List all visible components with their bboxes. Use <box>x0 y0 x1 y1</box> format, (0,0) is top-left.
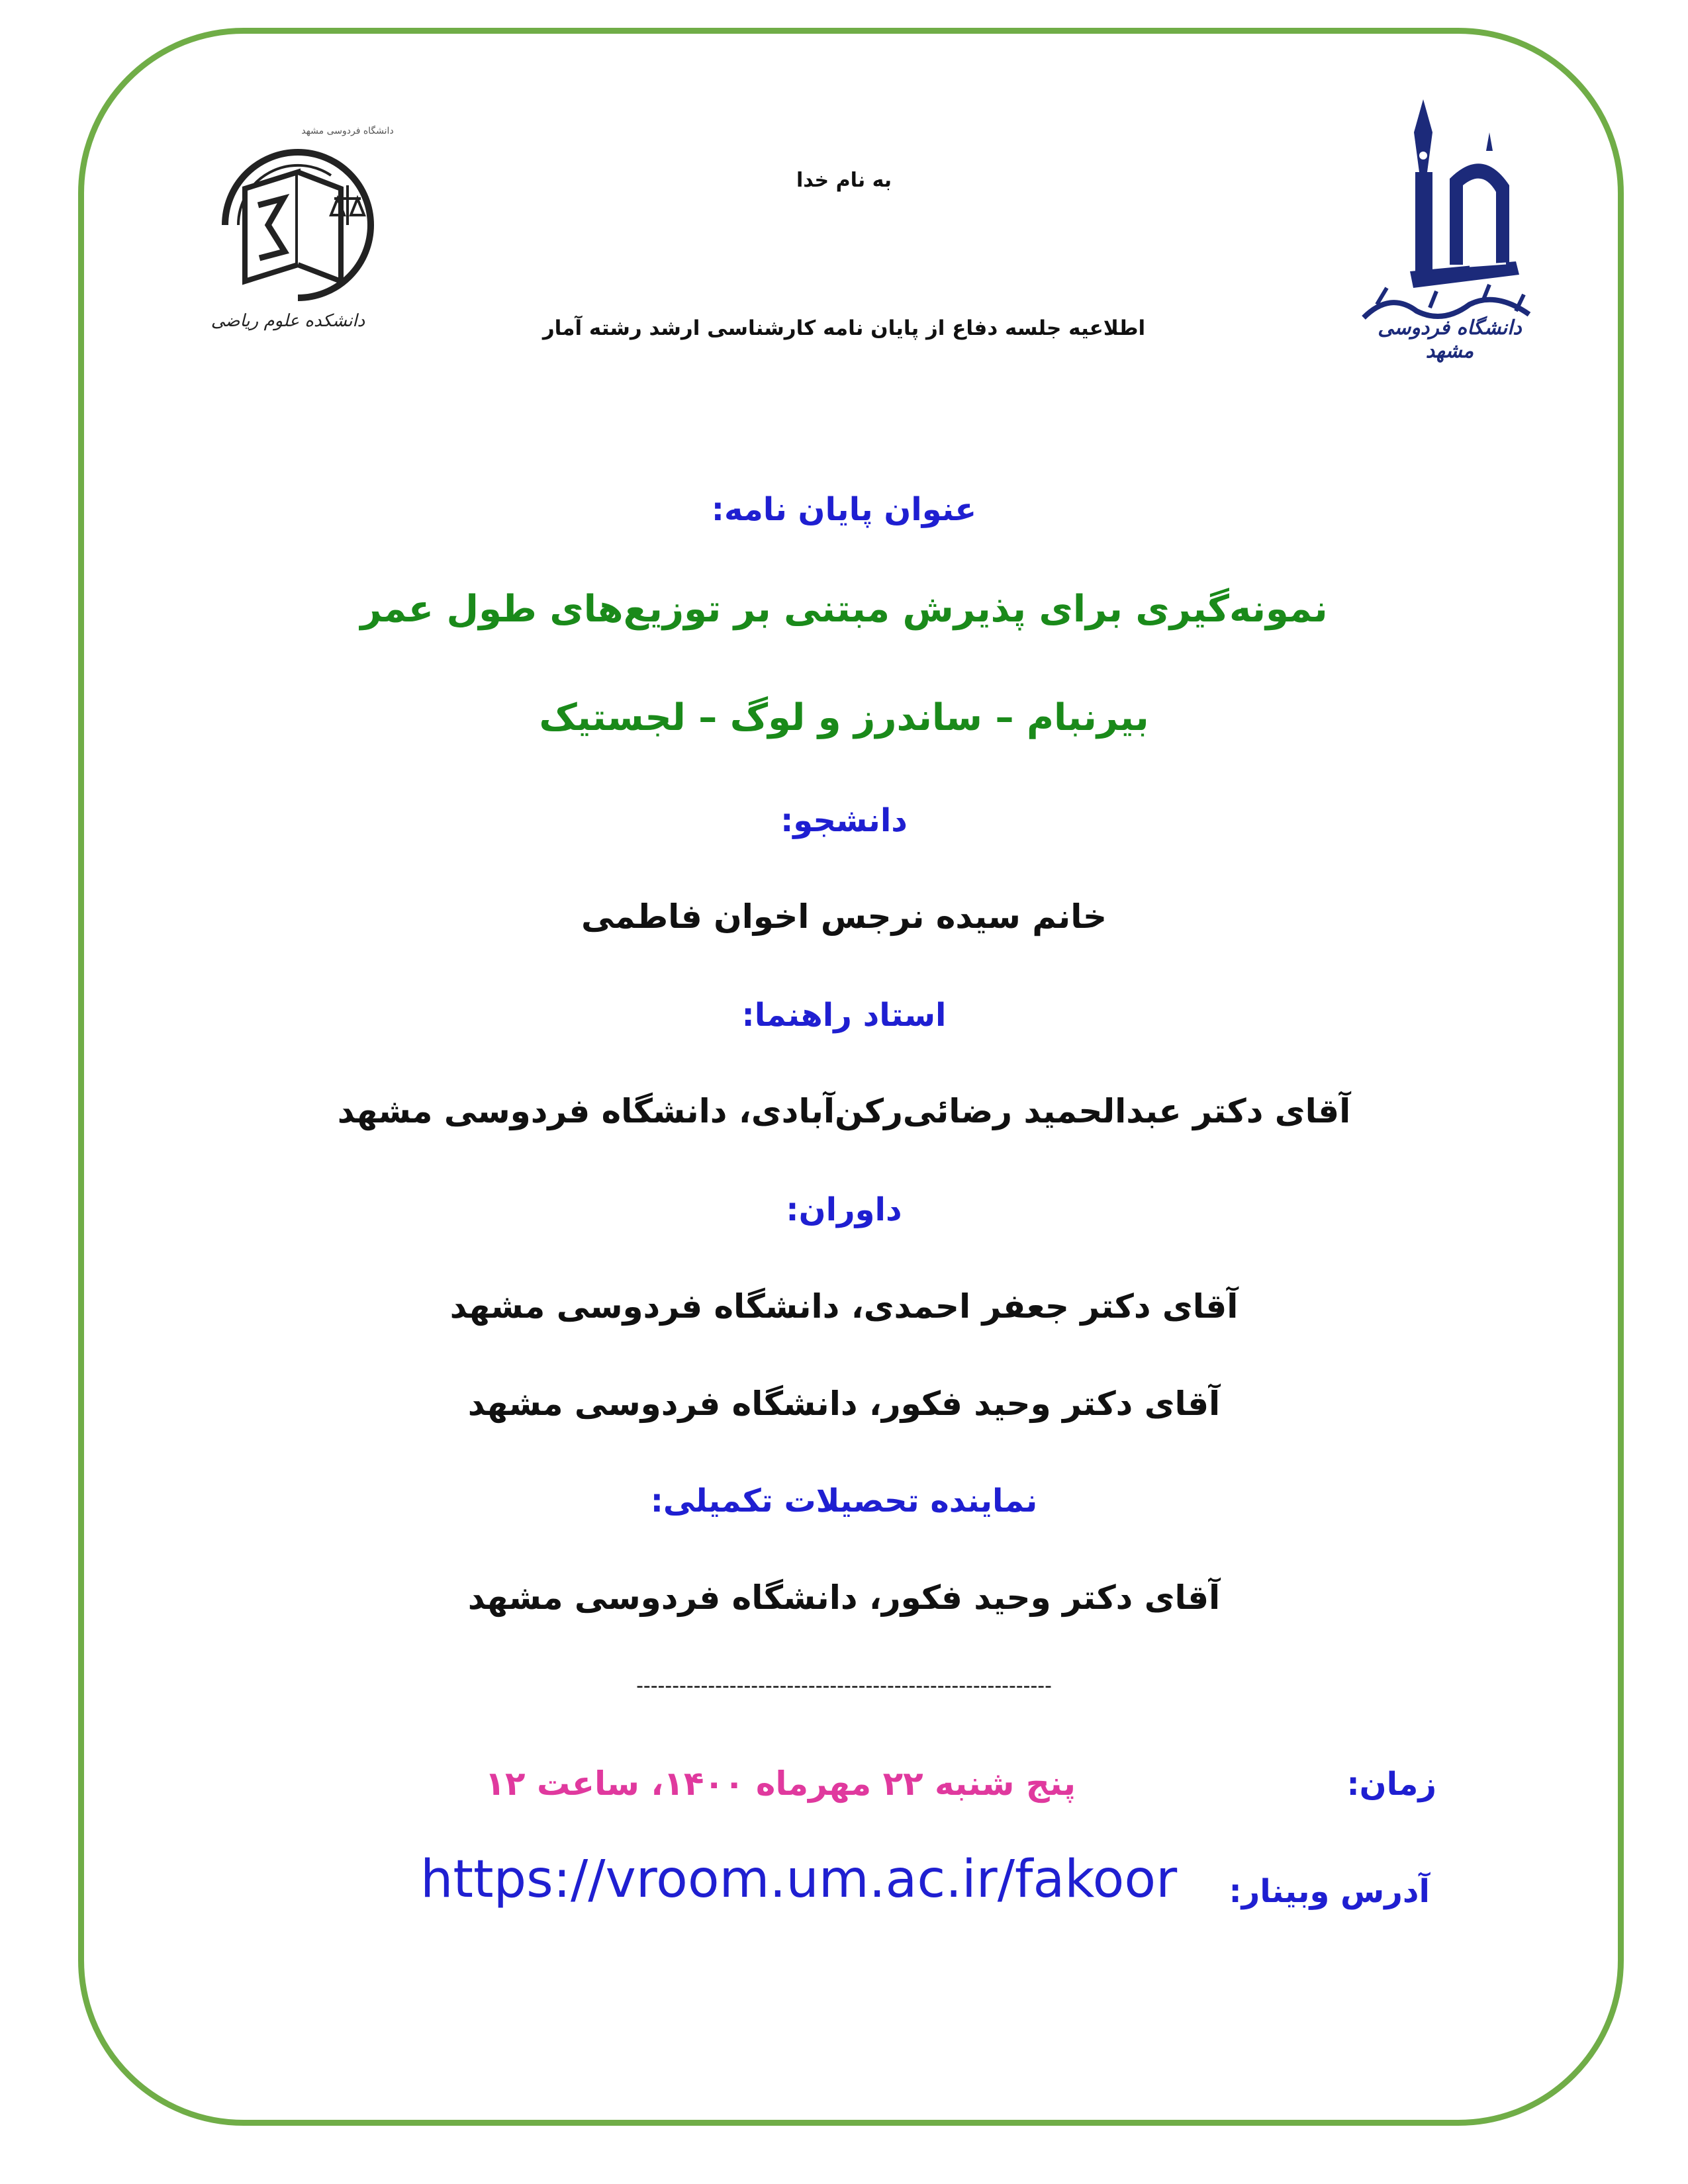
student-label: دانشجو: <box>780 802 908 839</box>
faculty-logo-ring-text: دانشگاه فردوسی مشهد <box>301 126 394 136</box>
ferdowsi-university-logo <box>1350 93 1549 363</box>
faculty-logo-icon <box>199 126 397 324</box>
time-label: زمان: <box>1346 1766 1436 1803</box>
ferdowsi-logo-caption: دانشگاه فردوسی مشهد <box>1378 316 1522 363</box>
announcement: اطلاعیه جلسه دفاع از پایان نامه کارشناسی ارشد رشته آمار <box>542 316 1146 340</box>
webinar-label: آدرس وبینار: <box>1229 1873 1430 1910</box>
ferdowsi-logo-icon <box>1350 93 1549 344</box>
representative-label: نماینده تحصیلات تکمیلی: <box>650 1482 1038 1520</box>
basmala: به نام خدا <box>796 169 892 192</box>
separator: ---------------------------------------------------------- <box>636 1674 1052 1698</box>
thesis-title-line2: بیرنبام – ساندرز و لوگ – لجستیک <box>539 696 1149 739</box>
student-name: خانم سیده نرجس اخوان فاطمی <box>581 897 1107 936</box>
time-value: پنج شنبه ۲۲ مهرماه ۱۴۰۰، ساعت ۱۲ <box>485 1764 1076 1803</box>
faculty-logo-caption: دانشکده علوم ریاضی <box>211 311 365 331</box>
referee-1: آقای دکتر جعفر احمدی، دانشگاه فردوسی مشهد <box>449 1287 1239 1326</box>
supervisor-name: آقای دکتر عبدالحمید رضائی‌رکن‌آبادی، دانشگاه فردوسی مشهد <box>337 1092 1351 1130</box>
representative-name: آقای دکتر وحید فکور، دانشگاه فردوسی مشهد <box>467 1578 1221 1617</box>
webinar-link[interactable]: https://vroom.um.ac.ir/fakoor <box>420 1850 1178 1909</box>
supervisor-label: استاد راهنما: <box>741 997 947 1034</box>
referee-2: آقای دکتر وحید فکور، دانشگاه فردوسی مشهد <box>467 1385 1221 1423</box>
thesis-title-label: عنوان پایان نامه: <box>711 491 977 528</box>
thesis-title-line1: نمونه‌گیری برای پذیرش مبتنی بر توزیع‌های طول عمر <box>360 588 1328 631</box>
referees-label: داوران: <box>786 1191 902 1228</box>
